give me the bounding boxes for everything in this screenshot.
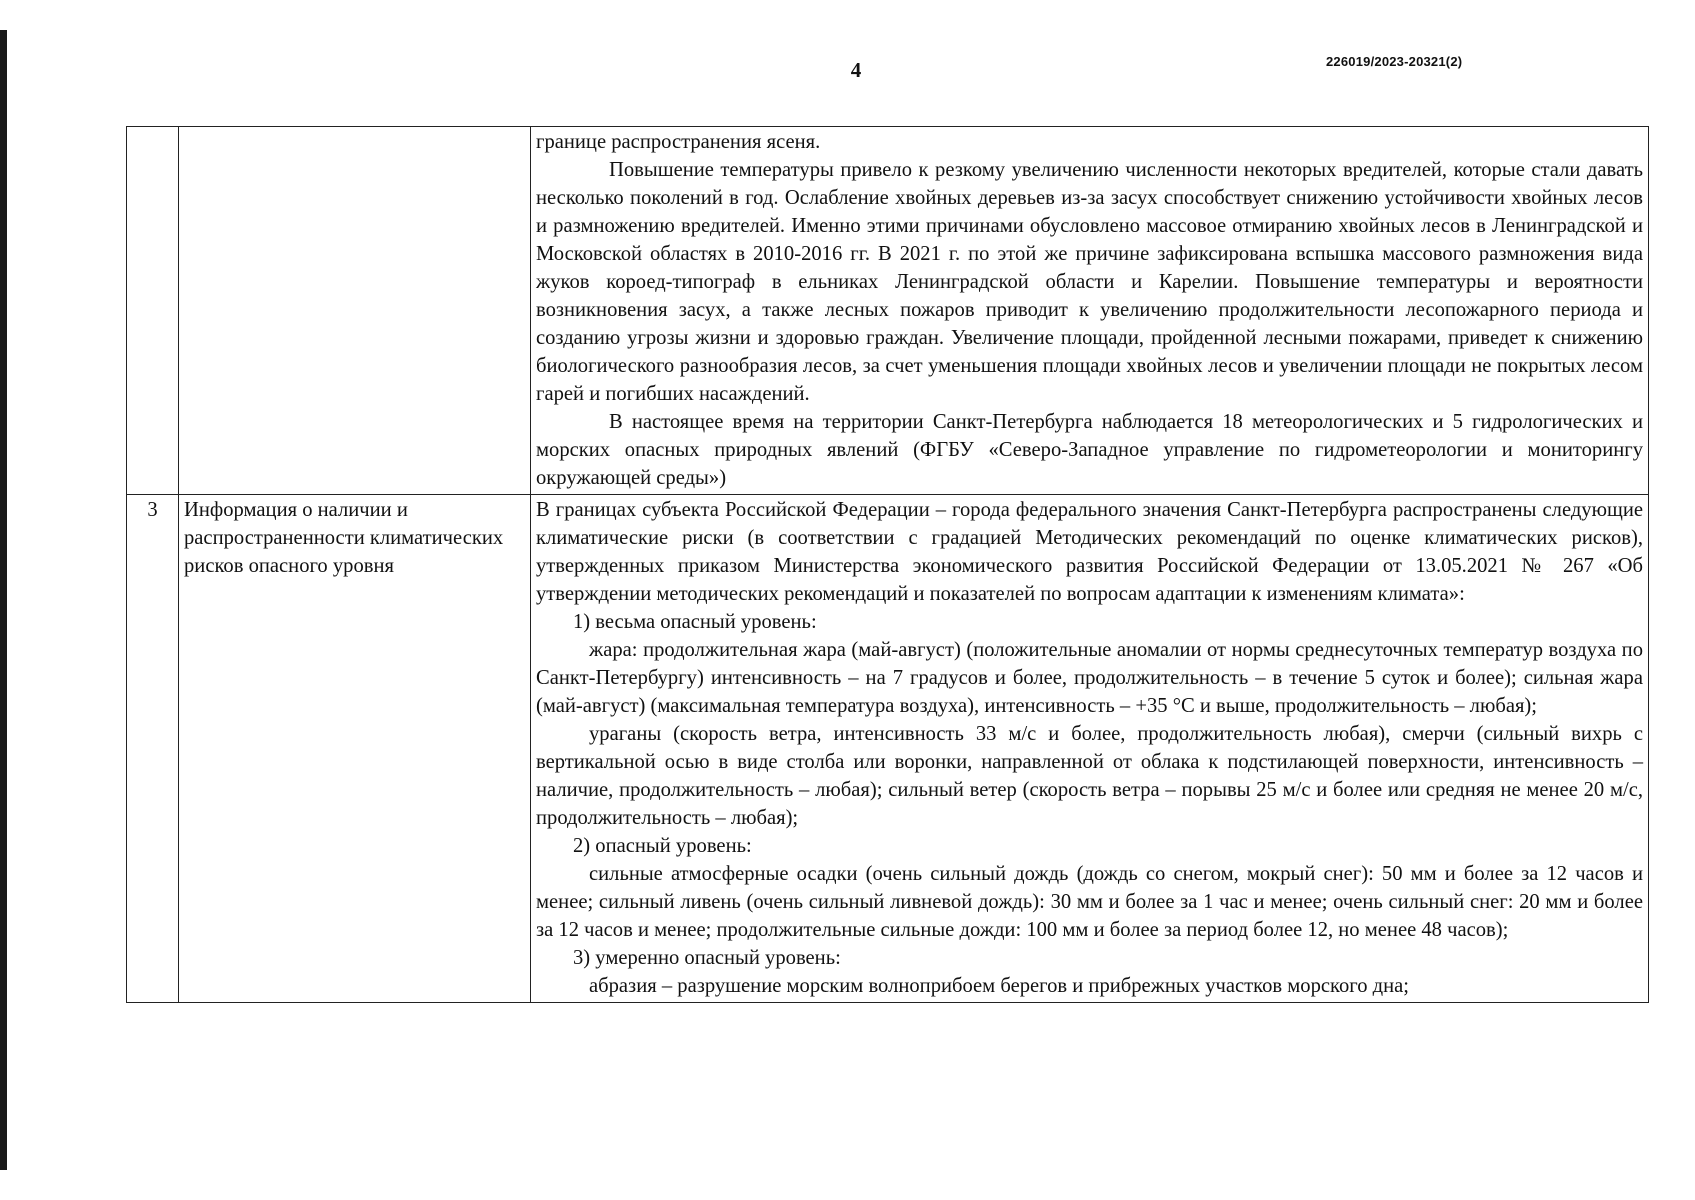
paragraph-continuation: границе распространения ясеня. bbox=[536, 131, 821, 153]
paragraph-temperature-pests: Повышение температуры привело к резкому увеличению численности некоторых вредителей, которые стали давать несколько поколений в год. Ослабление хвойных деревьев из-за засух способствует снижению устойчивости хвойных лесов и размножению вредителей. Именно этими причинами обусловлено массовое отмиранию хвойных лесов в Ленинградской и Московской областях в 2010-2016 гг. В 2021 г. по этой же причине зафиксирована вспышка массового размножения вида жуков короед-типограф в ельниках Ленинградской области и Карелии. Повышение температуры и вероятности возникновения засух, а также лесных пожаров приводит к увеличению продолжительности лесопожарного периода и созданию угрозы жизни и здоровью граждан. Увеличение площади, пройденной лесными пожарами, приведет к снижению биологического разнообразия лесов, за счет уменьшения площади хвойных лесов и увеличении площади не покрытых лесом гарей и погибших насаждений. bbox=[536, 159, 1643, 405]
level-1-wind: ураганы (скорость ветра, интенсивность 33 м/с и более, продолжительность любая), смерчи (сильный вихрь с вертикальной осью в виде столба или воронки, направленной от облака к подстилающей поверхности, интенсивность – наличие, продолжительность – любая); сильный ветер (скорость ветра – порывы 25 м/с и более или средняя не менее 20 м/с, продолжительность – любая); bbox=[536, 723, 1643, 829]
level-2-precipitation: сильные атмосферные осадки (очень сильный дождь (дождь со снегом, мокрый снег): 50 мм и более за 12 часов и менее; сильный ливень (очень сильный ливневой дождь): 30 мм и более за 1 час и менее; очень сильный снег: 20 мм и более за 12 часов и менее; продолжительные сильные дожди: 100 мм и более за период более 12, но менее 48 часов); bbox=[536, 863, 1643, 941]
level-3-abrasion: абразия – разрушение морским волноприбоем берегов и прибрежных участков морского дна; bbox=[589, 975, 1410, 997]
row-number-cell: 3 bbox=[127, 495, 179, 1003]
document-code: 226019/2023-20321(2) bbox=[1326, 54, 1463, 69]
climate-info-table bbox=[126, 126, 1649, 1003]
row-content-cell bbox=[531, 495, 1649, 1003]
row-content-cell bbox=[531, 127, 1649, 495]
scan-edge bbox=[0, 30, 7, 1170]
level-2-title: 2) опасный уровень: bbox=[573, 835, 752, 857]
level-1-heat: жара: продолжительная жара (май-август) (положительные аномалии от нормы среднесуточных температур воздуха по Санкт-Петербургу) интенсивность – на 7 градусов и более, продолжительность – в течение 5 суток и более); сильная жара (май-август) (максимальная температура воздуха), интенсивность – +35 °С и выше, продолжительность – любая); bbox=[536, 639, 1643, 717]
row-number-cell bbox=[127, 127, 179, 495]
level-1-title: 1) весьма опасный уровень: bbox=[573, 611, 817, 633]
table-row-3 bbox=[127, 495, 1649, 1003]
row-name-cell bbox=[179, 127, 531, 495]
page-number: 4 bbox=[850, 58, 862, 82]
paragraph-intro: В границах субъекта Российской Федерации – города федерального значения Санкт-Петербурга распространены следующие климатические риски (в соответствии с градацией Методических рекомендаций по оценке климатических рисков), утвержденных приказом Министерства экономического развития Российской Федерации от 13.05.2021 № 267 «Об утверждении методических рекомендаций и показателей по вопросам адаптации к изменениям климата»: bbox=[536, 499, 1643, 605]
row-name-cell: Информация о наличии и распространенности климатических рисков опасного уровня bbox=[179, 495, 531, 1003]
level-3-title: 3) умеренно опасный уровень: bbox=[573, 947, 841, 969]
table-row-continued bbox=[127, 127, 1649, 495]
paragraph-hazardous-phenomena: В настоящее время на территории Санкт-Петербурга наблюдается 18 метеорологических и 5 гидрологических и морских опасных природных явлений (ФГБУ «Северо-Западное управление по гидрометеорологии и мониторингу окружающей среды») bbox=[536, 411, 1643, 489]
